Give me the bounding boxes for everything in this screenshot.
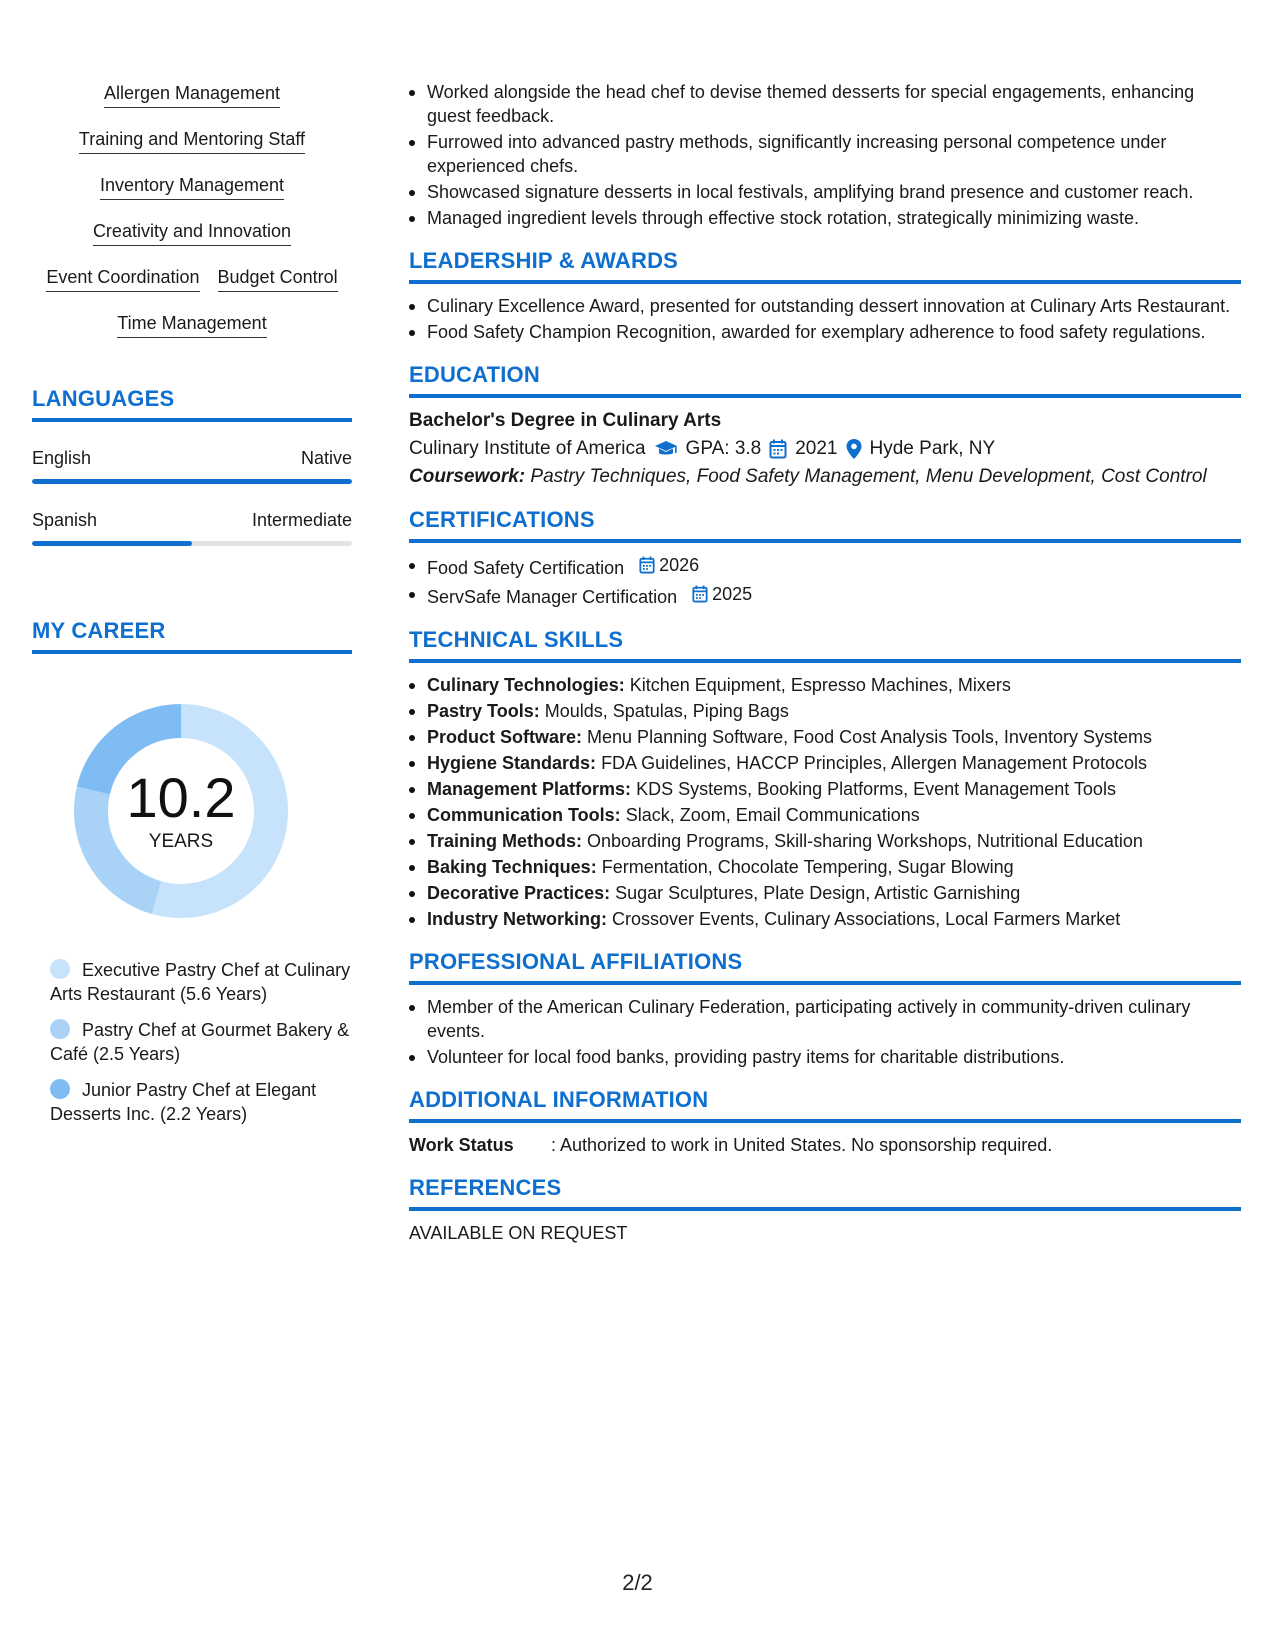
career-legend <box>32 958 352 1126</box>
list-item <box>409 855 1241 879</box>
list-item <box>409 907 1241 931</box>
skill-category: Training Methods: <box>427 831 582 851</box>
career-title: MY CAREER <box>32 618 166 643</box>
calendar-icon <box>769 439 787 459</box>
legend-item <box>50 1078 352 1126</box>
skill-tag: Creativity and Innovation <box>93 220 291 246</box>
skill-category: Product Software: <box>427 727 583 747</box>
language-name: Spanish <box>32 510 98 530</box>
certifications-list <box>409 553 1241 609</box>
skill-values: Fermentation, Chocolate Tempering, Sugar Blowing <box>601 857 1014 877</box>
page-number: 2/2 <box>622 1570 653 1595</box>
certification-name: ServSafe Manager Certification <box>427 587 678 607</box>
legend-label: Pastry Chef at Gourmet Bakery & Café (2.5 Years) <box>50 1020 350 1064</box>
certification-date <box>639 553 699 577</box>
skill-category: Communication Tools: <box>427 805 621 825</box>
education-gpa: GPA: 3.8 <box>685 438 762 459</box>
career-total-unit: YEARS <box>148 831 214 852</box>
technical-skills-section <box>409 627 1241 931</box>
leadership-title: LEADERSHIP & AWARDS <box>409 248 679 273</box>
legend-dot <box>50 959 70 979</box>
list-item <box>409 881 1241 905</box>
legend-item <box>50 958 352 1006</box>
references-title: REFERENCES <box>409 1175 562 1200</box>
list-item: Member of the American Culinary Federation, participating actively in community-driven culinary events. <box>409 995 1241 1043</box>
references-text: AVAILABLE ON REQUEST <box>409 1223 628 1243</box>
work-status-row <box>409 1133 1241 1157</box>
skill-category: Industry Networking: <box>427 909 608 929</box>
list-item <box>409 673 1241 697</box>
career-donut-chart <box>66 696 296 926</box>
career-total-value: 10.2 <box>126 766 236 829</box>
donut-center <box>66 696 296 926</box>
list-item <box>409 582 1241 609</box>
graduation-cap-icon <box>654 440 678 458</box>
certification-name: Food Safety Certification <box>427 558 625 578</box>
legend-label: Junior Pastry Chef at Elegant Desserts Inc. (2.2 Years) <box>50 1080 317 1124</box>
experience-bullets <box>409 80 1241 230</box>
technical-skills-list <box>409 673 1241 931</box>
language-bar <box>32 479 352 484</box>
coursework-text: Pastry Techniques, Food Safety Management, Menu Development, Cost Control <box>530 466 1207 487</box>
coursework-label: Coursework: <box>409 466 526 487</box>
skill-tag: Inventory Management <box>100 174 284 200</box>
education-section <box>409 362 1241 489</box>
list-item: Culinary Excellence Award, presented for outstanding dessert innovation at Culinary Arts Restaurant. <box>409 294 1241 318</box>
skill-values: Sugar Sculptures, Plate Design, Artistic Garnishing <box>615 883 1021 903</box>
location-pin-icon <box>846 439 862 459</box>
references-section <box>409 1175 1241 1245</box>
additional-info-section <box>409 1087 1241 1157</box>
calendar-icon <box>639 556 655 574</box>
section-rule <box>409 280 1241 284</box>
skill-category: Culinary Technologies: <box>427 675 625 695</box>
language-bar-fill <box>32 541 192 546</box>
right-column <box>409 80 1241 1245</box>
work-status-value: : Authorized to work in United States. No sponsorship required. <box>551 1135 1053 1155</box>
list-item <box>409 553 1241 580</box>
skill-tag: Budget Control <box>218 266 338 292</box>
section-rule <box>409 539 1241 543</box>
education-title: EDUCATION <box>409 362 540 387</box>
left-column <box>32 82 352 1138</box>
skill-category: Baking Techniques: <box>427 857 597 877</box>
list-item <box>409 777 1241 801</box>
section-rule <box>409 981 1241 985</box>
skill-tag: Allergen Management <box>104 82 280 108</box>
legend-item <box>50 1018 352 1066</box>
certifications-section <box>409 507 1241 609</box>
skill-category: Management Platforms: <box>427 779 632 799</box>
work-status-label: Work Status <box>409 1135 514 1155</box>
affiliations-title: PROFESSIONAL AFFILIATIONS <box>409 949 743 974</box>
language-row <box>32 448 352 469</box>
skill-values: Onboarding Programs, Skill-sharing Workshops, Nutritional Education <box>587 831 1143 851</box>
legend-dot <box>50 1019 70 1039</box>
calendar-icon <box>692 585 708 603</box>
certification-year: 2025 <box>712 584 753 604</box>
skill-values: Moulds, Spatulas, Piping Bags <box>544 701 789 721</box>
list-item: Managed ingredient levels through effective stock rotation, strategically minimizing waste. <box>409 206 1241 230</box>
leadership-section <box>409 248 1241 344</box>
section-rule <box>409 659 1241 663</box>
list-item <box>409 725 1241 749</box>
list-item: Worked alongside the head chef to devise themed desserts for special engagements, enhancing guest feedback. <box>409 80 1241 128</box>
education-degree: Bachelor's Degree in Culinary Arts <box>409 410 722 431</box>
language-level: Native <box>300 448 352 468</box>
skill-category: Decorative Practices: <box>427 883 611 903</box>
career-section <box>32 618 352 1126</box>
skill-values: FDA Guidelines, HACCP Principles, Allergen Management Protocols <box>601 753 1147 773</box>
education-location: Hyde Park, NY <box>869 438 996 459</box>
section-rule <box>32 418 352 422</box>
skill-values: Menu Planning Software, Food Cost Analysis Tools, Inventory Systems <box>587 727 1152 747</box>
education-school: Culinary Institute of America <box>409 438 646 459</box>
education-details <box>409 434 1241 464</box>
list-item: Showcased signature desserts in local festivals, amplifying brand presence and customer reach. <box>409 180 1241 204</box>
skill-values: Slack, Zoom, Email Communications <box>625 805 920 825</box>
affiliations-section <box>409 949 1241 1069</box>
list-item: Volunteer for local food banks, providing pastry items for charitable distributions. <box>409 1045 1241 1069</box>
language-level: Intermediate <box>251 510 352 530</box>
skills-tags <box>32 82 352 358</box>
education-year: 2021 <box>795 438 838 459</box>
certification-year: 2026 <box>659 555 700 575</box>
legend-dot <box>50 1079 70 1099</box>
leadership-list <box>409 294 1241 344</box>
certifications-title: CERTIFICATIONS <box>409 507 595 532</box>
technical-skills-title: TECHNICAL SKILLS <box>409 627 624 652</box>
list-item <box>409 829 1241 853</box>
additional-info-title: ADDITIONAL INFORMATION <box>409 1087 709 1112</box>
language-name: English <box>32 448 92 468</box>
skill-tag: Event Coordination <box>46 266 199 292</box>
languages-section <box>32 386 352 546</box>
section-rule <box>409 394 1241 398</box>
language-bar <box>32 541 352 546</box>
skill-category: Pastry Tools: <box>427 701 540 721</box>
section-rule <box>409 1119 1241 1123</box>
skill-values: KDS Systems, Booking Platforms, Event Management Tools <box>636 779 1116 799</box>
list-item: Furrowed into advanced pastry methods, significantly increasing personal competence under experienced chefs. <box>409 130 1241 178</box>
affiliations-list <box>409 995 1241 1069</box>
certification-date <box>692 582 752 606</box>
section-rule <box>32 650 352 654</box>
skill-values: Crossover Events, Culinary Associations, Local Farmers Market <box>612 909 1121 929</box>
list-item <box>409 699 1241 723</box>
skill-tag: Time Management <box>117 312 266 338</box>
education-coursework <box>409 464 1241 489</box>
skill-values: Kitchen Equipment, Espresso Machines, Mixers <box>629 675 1011 695</box>
list-item: Food Safety Champion Recognition, awarded for exemplary adherence to food safety regulations. <box>409 320 1241 344</box>
skill-tag: Training and Mentoring Staff <box>79 128 305 154</box>
list-item <box>409 803 1241 827</box>
language-bar-fill <box>32 479 352 484</box>
section-rule <box>409 1207 1241 1211</box>
skill-category: Hygiene Standards: <box>427 753 597 773</box>
language-row <box>32 510 352 531</box>
languages-title: LANGUAGES <box>32 386 175 411</box>
legend-label: Executive Pastry Chef at Culinary Arts Restaurant (5.6 Years) <box>50 960 351 1004</box>
list-item <box>409 751 1241 775</box>
